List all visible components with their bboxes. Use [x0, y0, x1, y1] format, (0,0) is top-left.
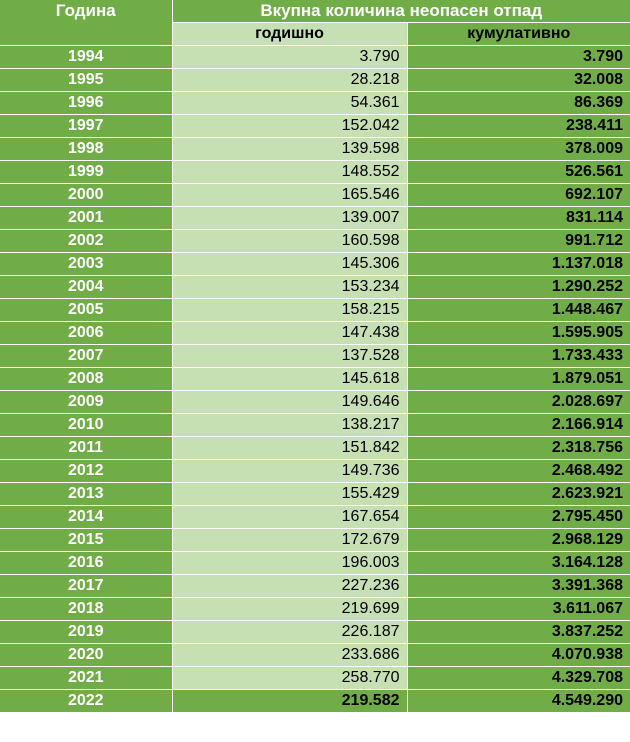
year-cell: 2019 [0, 621, 172, 644]
table-row [0, 690, 630, 713]
cumulative-value-cell: 4.549.290 [407, 690, 630, 713]
annual-value-cell: 219.582 [172, 690, 407, 713]
table-row [0, 529, 630, 552]
year-cell: 2017 [0, 575, 172, 598]
year-cell: 1994 [0, 46, 172, 69]
annual-value-cell: 145.618 [172, 368, 407, 391]
annual-value-cell: 219.699 [172, 598, 407, 621]
annual-value-cell: 165.546 [172, 184, 407, 207]
table-row [0, 69, 630, 92]
table-row [0, 92, 630, 115]
annual-value-cell: 153.234 [172, 276, 407, 299]
annual-value-cell: 258.770 [172, 667, 407, 690]
annual-value-cell: 172.679 [172, 529, 407, 552]
table-row [0, 667, 630, 690]
table-row [0, 161, 630, 184]
cumulative-value-cell: 2.166.914 [407, 414, 630, 437]
table-row [0, 414, 630, 437]
table-row [0, 621, 630, 644]
table-row [0, 552, 630, 575]
header-row [0, 0, 630, 23]
group-column-header: Вкупна количина неопасен отпад [172, 0, 630, 23]
table-body [0, 46, 630, 713]
annual-value-cell: 147.438 [172, 322, 407, 345]
cumulative-column-header: кумулативно [407, 23, 630, 46]
year-cell: 2000 [0, 184, 172, 207]
table-row [0, 115, 630, 138]
year-cell: 2010 [0, 414, 172, 437]
cumulative-value-cell: 1.595.905 [407, 322, 630, 345]
annual-value-cell: 139.007 [172, 207, 407, 230]
annual-value-cell: 149.736 [172, 460, 407, 483]
cumulative-value-cell: 2.468.492 [407, 460, 630, 483]
annual-value-cell: 158.215 [172, 299, 407, 322]
annual-value-cell: 160.598 [172, 230, 407, 253]
table-row [0, 230, 630, 253]
annual-value-cell: 148.552 [172, 161, 407, 184]
annual-value-cell: 196.003 [172, 552, 407, 575]
cumulative-value-cell: 831.114 [407, 207, 630, 230]
annual-value-cell: 227.236 [172, 575, 407, 598]
cumulative-value-cell: 1.448.467 [407, 299, 630, 322]
year-cell: 2002 [0, 230, 172, 253]
year-cell: 2006 [0, 322, 172, 345]
table-row [0, 253, 630, 276]
cumulative-value-cell: 2.318.756 [407, 437, 630, 460]
cumulative-value-cell: 1.137.018 [407, 253, 630, 276]
year-cell: 1997 [0, 115, 172, 138]
table-row [0, 322, 630, 345]
cumulative-value-cell: 2.028.697 [407, 391, 630, 414]
cumulative-value-cell: 2.968.129 [407, 529, 630, 552]
annual-value-cell: 167.654 [172, 506, 407, 529]
table-row [0, 299, 630, 322]
table-row [0, 276, 630, 299]
cumulative-value-cell: 3.391.368 [407, 575, 630, 598]
table-row [0, 483, 630, 506]
cumulative-value-cell: 3.164.128 [407, 552, 630, 575]
cumulative-value-cell: 3.837.252 [407, 621, 630, 644]
year-cell: 2012 [0, 460, 172, 483]
annual-value-cell: 145.306 [172, 253, 407, 276]
year-cell: 2014 [0, 506, 172, 529]
year-cell: 2001 [0, 207, 172, 230]
annual-value-cell: 28.218 [172, 69, 407, 92]
annual-value-cell: 233.686 [172, 644, 407, 667]
annual-value-cell: 149.646 [172, 391, 407, 414]
cumulative-value-cell: 4.070.938 [407, 644, 630, 667]
cumulative-value-cell: 3.790 [407, 46, 630, 69]
table-row [0, 207, 630, 230]
annual-value-cell: 226.187 [172, 621, 407, 644]
year-cell: 1998 [0, 138, 172, 161]
year-cell: 2018 [0, 598, 172, 621]
year-cell: 2021 [0, 667, 172, 690]
table-row [0, 437, 630, 460]
table-row [0, 46, 630, 69]
annual-value-cell: 139.598 [172, 138, 407, 161]
year-cell: 1999 [0, 161, 172, 184]
table-row [0, 598, 630, 621]
cumulative-value-cell: 2.623.921 [407, 483, 630, 506]
annual-value-cell: 3.790 [172, 46, 407, 69]
cumulative-value-cell: 32.008 [407, 69, 630, 92]
cumulative-value-cell: 86.369 [407, 92, 630, 115]
cumulative-value-cell: 692.107 [407, 184, 630, 207]
year-cell: 2003 [0, 253, 172, 276]
annual-value-cell: 155.429 [172, 483, 407, 506]
year-cell: 2007 [0, 345, 172, 368]
year-cell: 2004 [0, 276, 172, 299]
cumulative-value-cell: 991.712 [407, 230, 630, 253]
table-row [0, 575, 630, 598]
annual-value-cell: 151.842 [172, 437, 407, 460]
cumulative-value-cell: 238.411 [407, 115, 630, 138]
year-cell: 1996 [0, 92, 172, 115]
cumulative-value-cell: 1.879.051 [407, 368, 630, 391]
year-column-header: Година [0, 0, 172, 46]
annual-value-cell: 138.217 [172, 414, 407, 437]
year-cell: 2015 [0, 529, 172, 552]
cumulative-value-cell: 3.611.067 [407, 598, 630, 621]
annual-value-cell: 137.528 [172, 345, 407, 368]
year-cell: 2020 [0, 644, 172, 667]
annual-value-cell: 54.361 [172, 92, 407, 115]
table-row [0, 184, 630, 207]
table-row [0, 460, 630, 483]
year-cell: 2005 [0, 299, 172, 322]
annual-column-header: годишно [172, 23, 407, 46]
year-cell: 2009 [0, 391, 172, 414]
table-row [0, 391, 630, 414]
table-row [0, 368, 630, 391]
year-cell: 2022 [0, 690, 172, 713]
year-cell: 2016 [0, 552, 172, 575]
year-cell: 1995 [0, 69, 172, 92]
annual-value-cell: 152.042 [172, 115, 407, 138]
year-cell: 2013 [0, 483, 172, 506]
cumulative-value-cell: 526.561 [407, 161, 630, 184]
table-row [0, 345, 630, 368]
cumulative-value-cell: 1.290.252 [407, 276, 630, 299]
table-row [0, 644, 630, 667]
cumulative-value-cell: 2.795.450 [407, 506, 630, 529]
year-cell: 2011 [0, 437, 172, 460]
cumulative-value-cell: 378.009 [407, 138, 630, 161]
year-cell: 2008 [0, 368, 172, 391]
cumulative-value-cell: 4.329.708 [407, 667, 630, 690]
table-row [0, 506, 630, 529]
cumulative-value-cell: 1.733.433 [407, 345, 630, 368]
table-row [0, 138, 630, 161]
